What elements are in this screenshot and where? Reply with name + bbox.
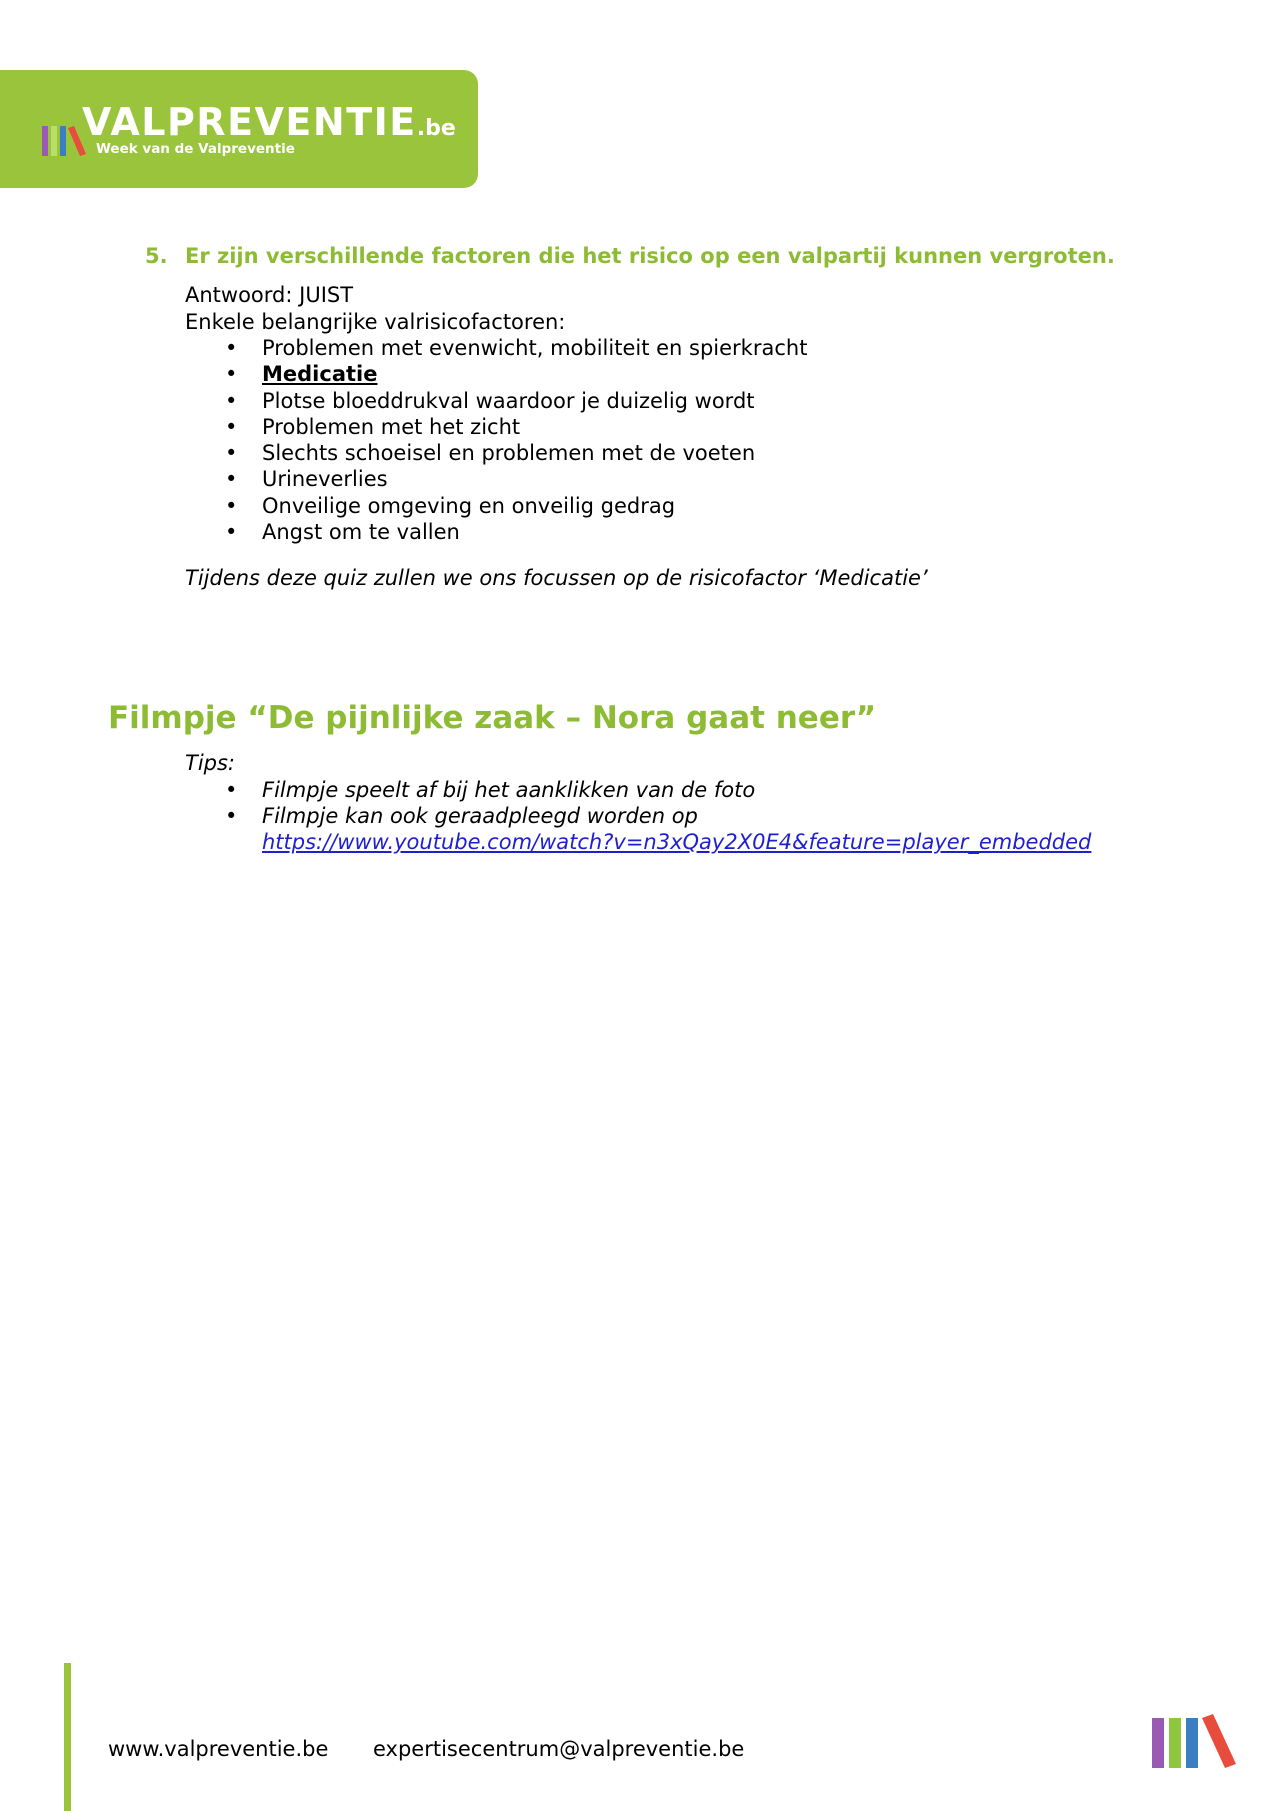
logo-subtitle: Week van de Valpreventie [96,141,295,157]
question-body [185,282,1185,545]
list-item: • Plotse bloeddrukval waardoor je duizelig wordt [185,388,1185,414]
logo-title: VALPREVENTIE.be [82,100,456,144]
factors-intro: Enkele belangrijke valrisicofactoren: [185,309,566,334]
footer-logo-bars-icon [1150,1712,1238,1770]
footer-website[interactable]: www.valpreventie.be [108,1737,329,1761]
list-item [185,803,1091,856]
footer-email[interactable]: expertisecentrum@valpreventie.be [373,1737,745,1761]
medicatie-highlight: Medicatie [262,362,378,387]
question-heading [145,244,1115,268]
answer-text: Antwoord: JUIST [185,283,354,307]
list-item: • Problemen met het zicht [185,414,1185,440]
list-item: • Urineverlies [185,466,1185,492]
logo-banner [0,70,478,188]
tip-2-text: Filmpje kan ook geraadpleegd worden op [262,803,698,828]
risk-factor-list [185,335,1185,545]
tips-label: Tips: [185,751,236,775]
question-number: 5. [145,244,168,268]
focus-note: Tijdens deze quiz zullen we ons focussen op de risicofactor ‘Medicatie’ [185,566,928,590]
list-item [185,361,1185,387]
list-item: • Problemen met evenwicht, mobiliteit en spierkracht [185,335,1185,361]
list-item: • Filmpje speelt af bij het aanklikken van de foto [185,777,1091,803]
list-item: • Angst om te vallen [185,519,1185,545]
tips-section [185,750,1091,855]
logo-tld: .be [416,116,456,141]
youtube-link[interactable]: https://www.youtube.com/watch?v=n3xQay2X0E4&feature=player_embedded [262,830,1092,855]
list-item: • Slechts schoeisel en problemen met de voeten [185,440,1185,466]
tips-list [185,777,1091,856]
footer-accent-line [64,1663,71,1811]
question-text: Er zijn verschillende factoren die het risico op een valpartij kunnen vergroten. [185,244,1115,268]
list-item: • Onveilige omgeving en onveilig gedrag [185,493,1185,519]
film-heading: Filmpje “De pijnlijke zaak – Nora gaat neer” [108,700,877,736]
